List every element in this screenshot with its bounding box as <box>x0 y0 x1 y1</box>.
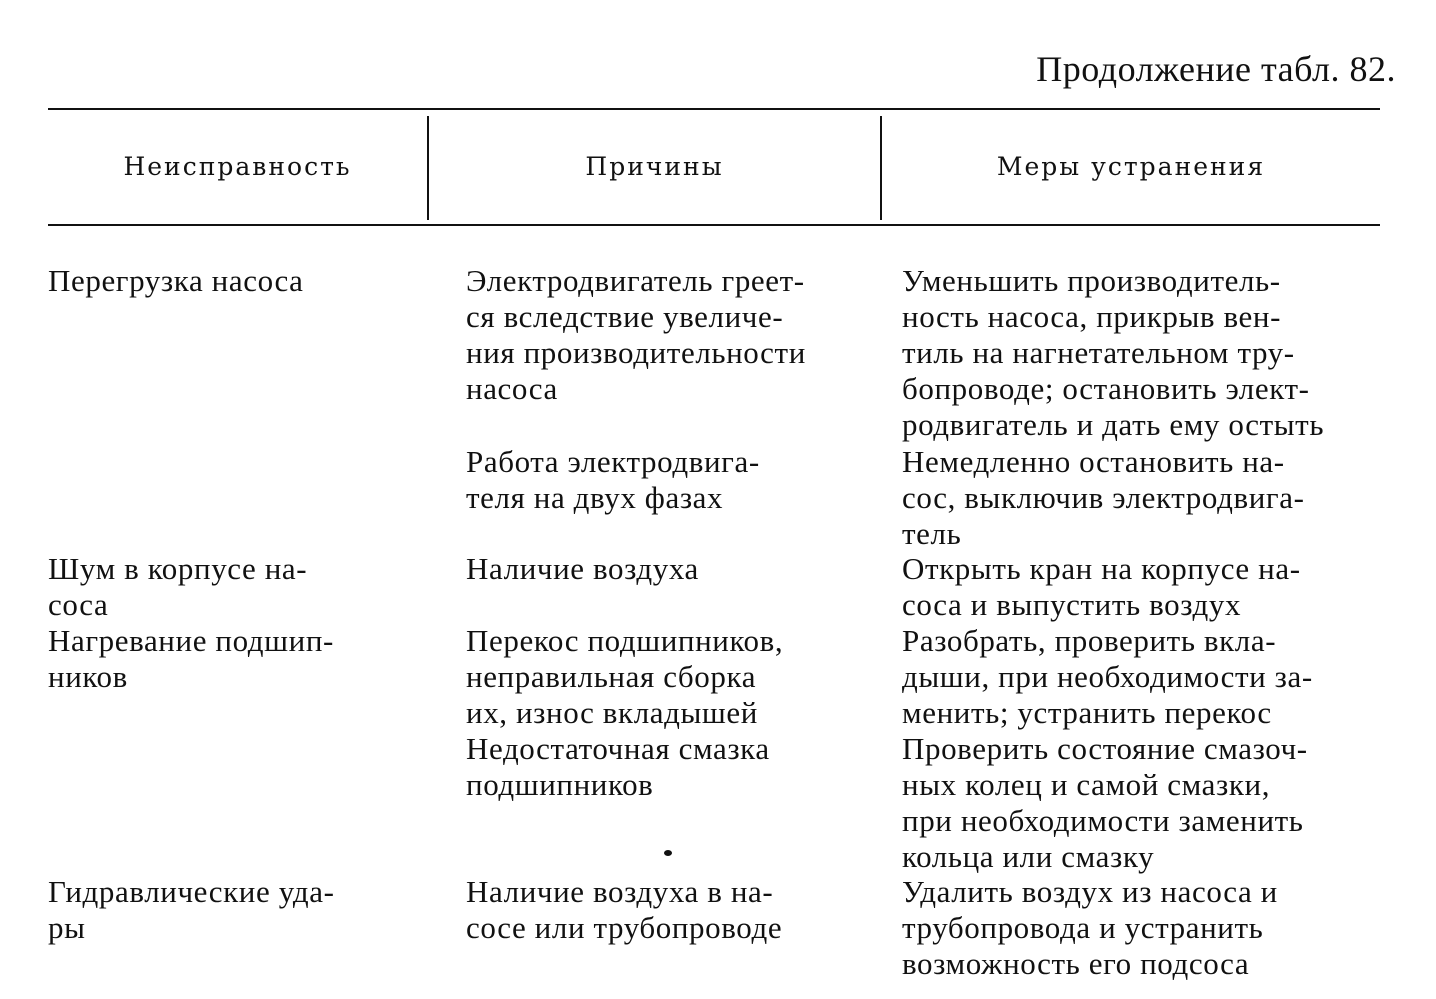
row-6-fix: Удалить воздух из насоса и трубопровода и устранить возможность его подсоса <box>902 874 1278 981</box>
row-2-fix: Немедленно остановить на- сос, выключив электродвига- тель <box>902 444 1305 551</box>
row-3-fault: Шум в корпусе на- соса <box>48 551 308 622</box>
row-4-fix: Разобрать, проверить вкла- дыши, при необходимости за- менить; устранить перекос <box>902 623 1313 730</box>
row-6-cause: Наличие воздуха в на- сосе или трубопроводе <box>466 874 783 945</box>
header-causes: Причины <box>585 152 724 181</box>
ink-dot <box>664 850 672 856</box>
row-1-cause: Электродвигатель греет- ся вследствие увеличе- ния производительности насоса <box>466 263 806 406</box>
row-3-cause: Наличие воздуха <box>466 551 699 586</box>
row-1-fault: Перегрузка насоса <box>48 263 304 298</box>
row-3-fix: Открыть кран на корпусе на- соса и выпустить воздух <box>902 551 1301 622</box>
row-2-cause: Работа электродвига- теля на двух фазах <box>466 444 760 515</box>
row-5-cause: Недостаточная смазка подшипников <box>466 731 770 802</box>
row-4-cause: Перекос подшипников, неправильная сборка их, износ вкладышей <box>466 623 784 730</box>
row-5-fix: Проверить состояние смазоч- ных колец и самой смазки, при необходимости заменить кольца или смазку <box>902 731 1308 874</box>
table-caption: Продолжение табл. 82. <box>1036 49 1396 89</box>
row-6-fault: Гидравлические уда- ры <box>48 874 335 945</box>
row-4-fault: Нагревание подшип- ников <box>48 623 334 694</box>
header-bottom-rule <box>48 224 1380 226</box>
top-rule <box>48 108 1380 110</box>
row-1-fix: Уменьшить производитель- ность насоса, прикрыв вен- тиль на нагнетательном тру- бопроводе; остановить элект- родвигатель и дать ему остыть <box>902 263 1325 442</box>
header-fault: Неисправность <box>123 152 352 181</box>
header-remedies: Меры устранения <box>996 152 1266 181</box>
